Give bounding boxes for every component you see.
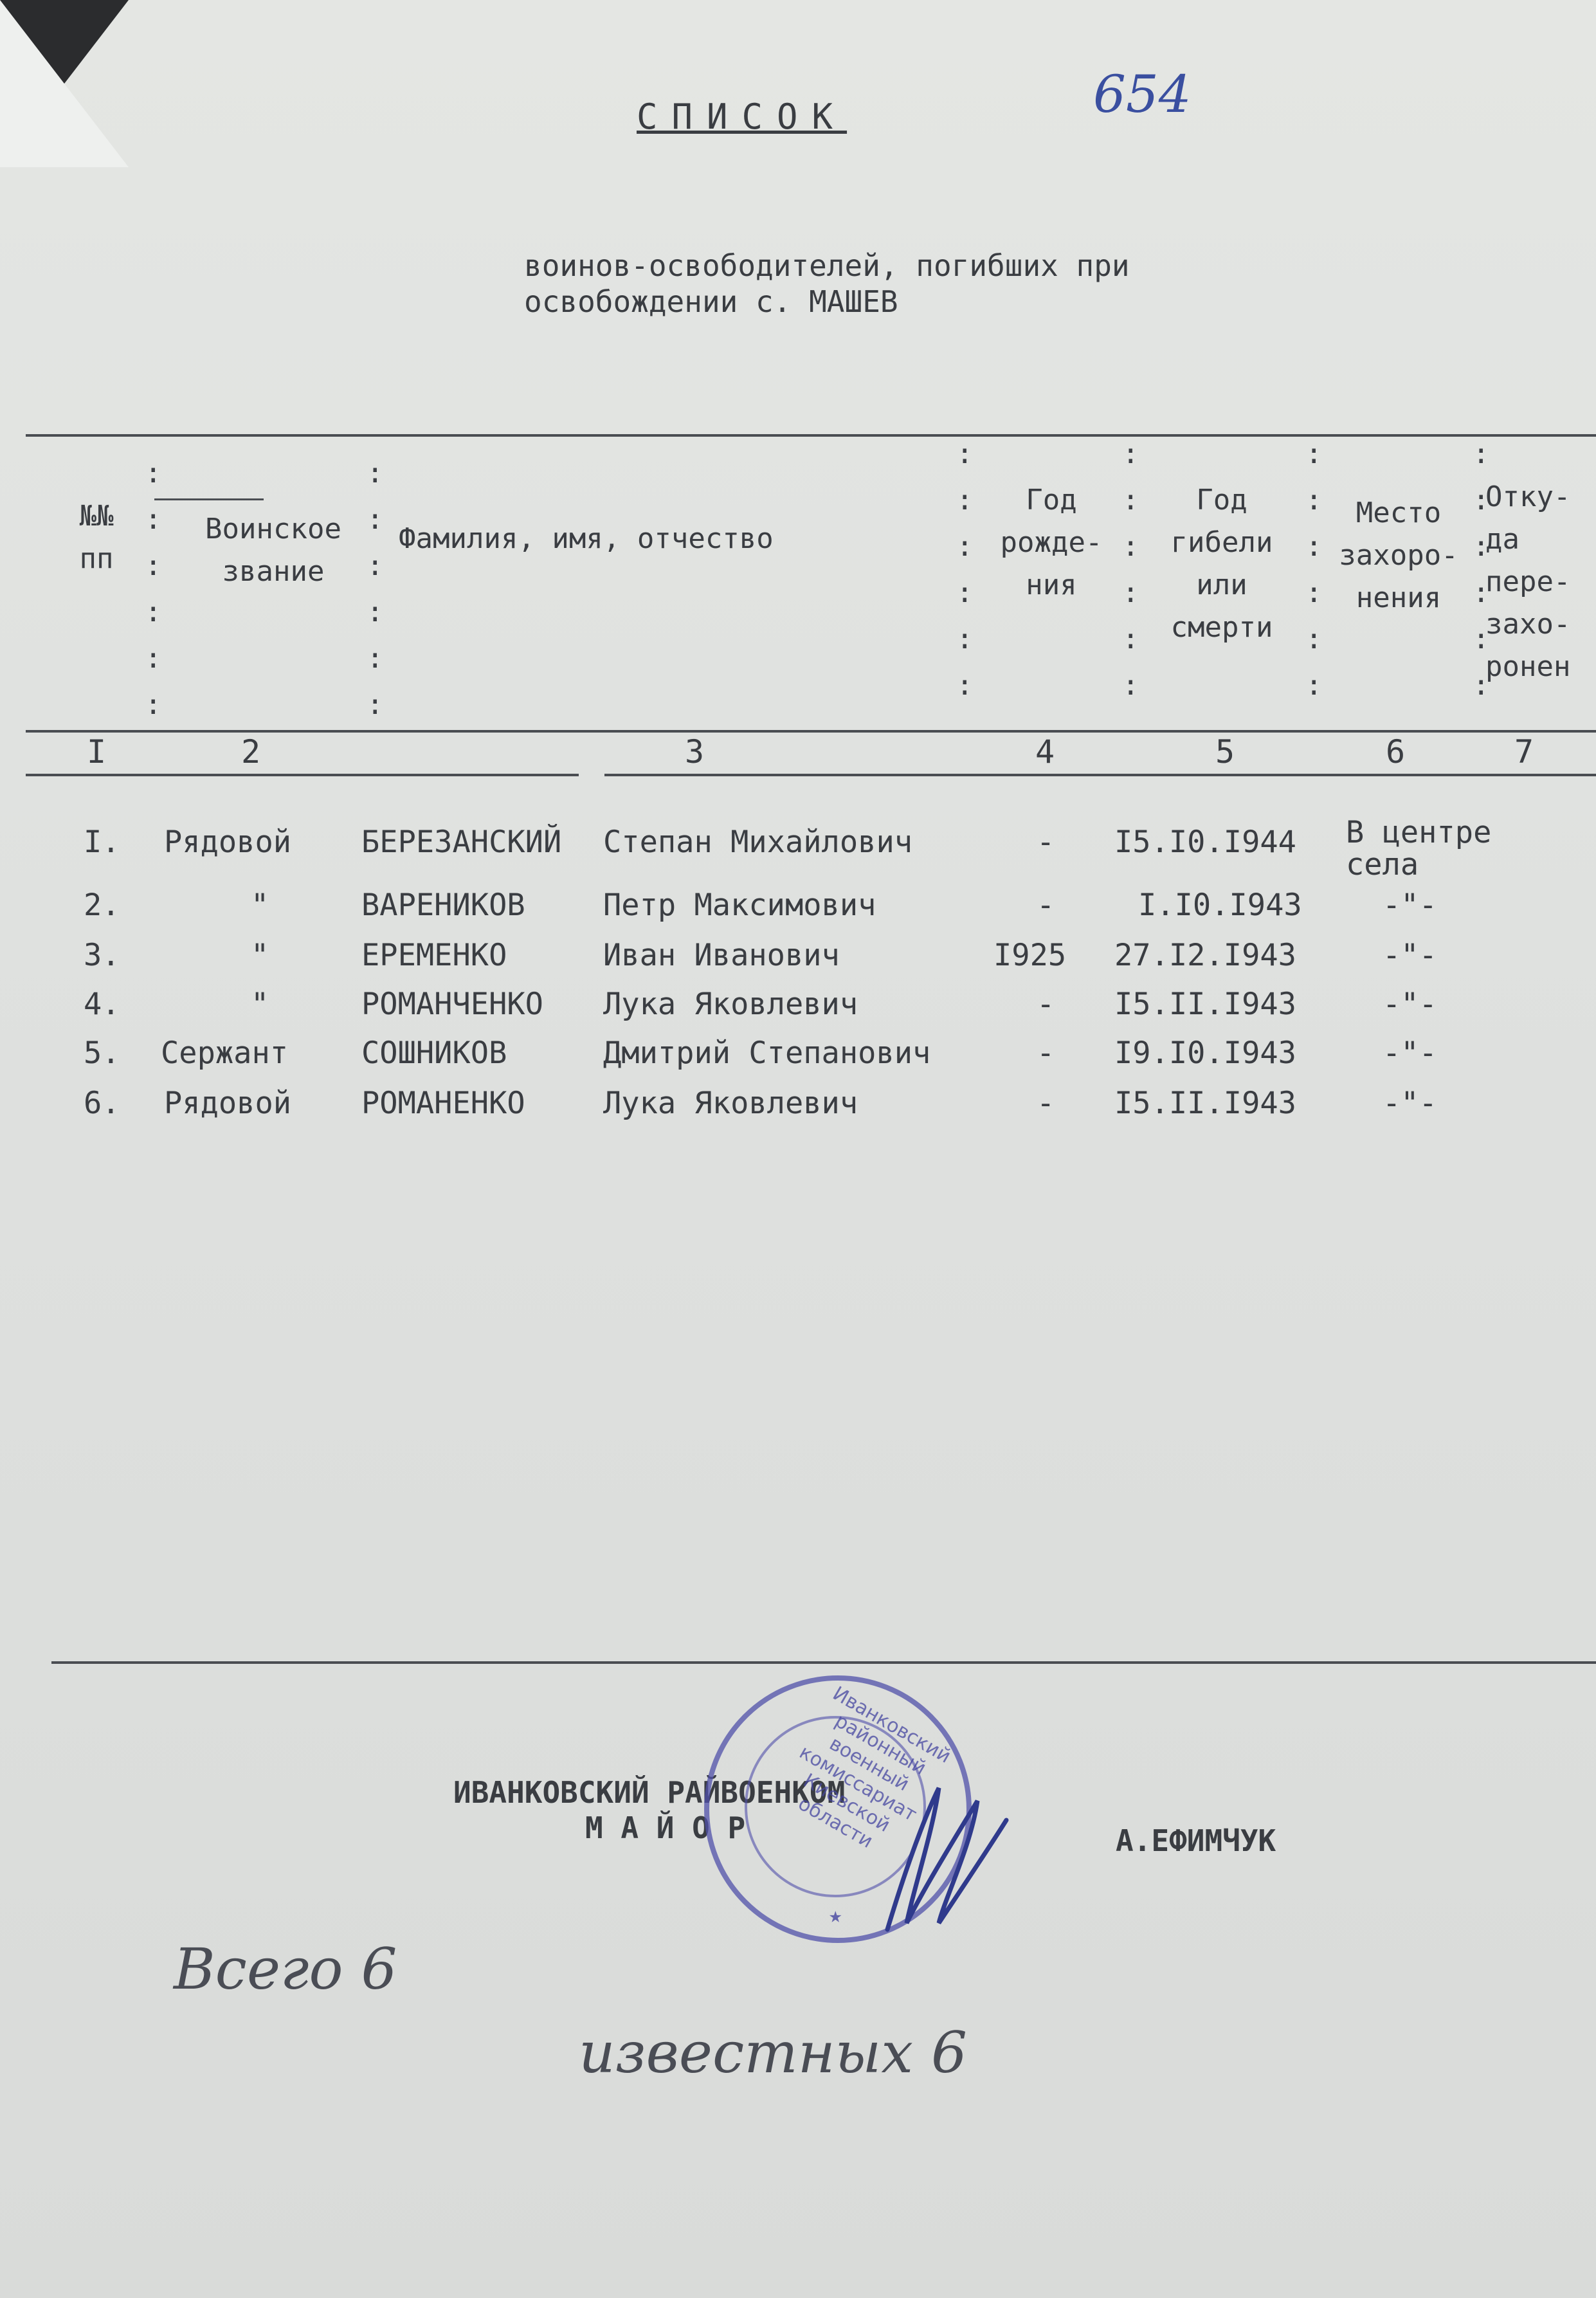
handwritten-total: Всего 6 <box>174 1936 397 2002</box>
row-death-date: I.I0.I943 <box>1138 888 1302 923</box>
row-given-names: Петр Максимович <box>603 888 876 923</box>
row-given-names: Лука Яковлевич <box>603 987 858 1022</box>
row-birth-year: - <box>1037 1035 1055 1071</box>
archive-number: 654 <box>1093 64 1192 124</box>
row-number: I. <box>84 825 120 860</box>
row-rank: Сержант <box>161 1035 289 1071</box>
row-surname: БЕРЕЗАНСКИЙ <box>361 825 562 860</box>
row-burial-place: -"- <box>1383 888 1437 923</box>
footer-rule <box>51 1661 1596 1664</box>
header-full-name: Фамилия, имя, отчество <box>399 522 774 555</box>
handwritten-signature <box>868 1775 1016 1942</box>
handwritten-known: известных 6 <box>579 2020 967 2086</box>
row-surname: СОШНИКОВ <box>361 1035 507 1071</box>
column-number: 7 <box>1514 733 1534 771</box>
signature-rank: М А Й О Р <box>585 1810 746 1845</box>
header-birth-year: Год рожде- ния <box>1000 484 1103 601</box>
separator-3: : : : : : : <box>956 437 974 702</box>
table-top-rule <box>26 434 1596 437</box>
row-burial-place: -"- <box>1383 938 1437 973</box>
row-given-names: Дмитрий Степанович <box>603 1035 931 1071</box>
row-birth-year: - <box>1037 987 1055 1022</box>
row-given-names: Лука Яковлевич <box>603 1086 858 1121</box>
separator-1: : : : : : : <box>145 457 162 721</box>
header-short-rule <box>154 498 264 500</box>
row-birth-year: I925 <box>993 938 1067 973</box>
column-number: 2 <box>241 733 261 771</box>
row-surname: ЕРЕМЕНКО <box>361 938 507 973</box>
header-number: №№ пп <box>79 500 114 575</box>
row-number: 6. <box>84 1086 120 1121</box>
stamp-text: Иванковский районный военный комиссариат Киевской области <box>794 1682 955 1853</box>
row-surname: РОМАНЕНКО <box>361 1086 525 1121</box>
row-given-names: Иван Иванович <box>603 938 840 973</box>
header-rank: Воинское звание <box>205 513 341 588</box>
document-title: СПИСОК <box>637 96 848 137</box>
row-death-date: I9.I0.I943 <box>1114 1035 1296 1071</box>
row-number: 4. <box>84 987 120 1022</box>
row-birth-year: - <box>1037 888 1055 923</box>
row-rank: Рядовой <box>164 1086 292 1121</box>
separator-2: : : : : : : <box>367 457 384 721</box>
row-birth-year: - <box>1037 825 1055 860</box>
column-number-rule-right <box>604 774 1596 776</box>
column-number: 3 <box>685 733 705 771</box>
document-subtitle <box>524 248 1130 320</box>
row-rank: " <box>251 938 269 973</box>
star-icon: ★ <box>829 1902 842 1928</box>
separator-4: : : : : : : <box>1122 437 1139 702</box>
row-rank: Рядовой <box>164 825 292 860</box>
column-number: 6 <box>1386 733 1406 771</box>
row-given-names: Степан Михайлович <box>603 825 913 860</box>
row-rank: " <box>251 987 269 1022</box>
row-burial-place: -"- <box>1383 987 1437 1022</box>
row-death-date: 27.I2.I943 <box>1114 938 1296 973</box>
column-number: I <box>87 733 107 771</box>
separator-5: : : : : : : <box>1305 437 1323 702</box>
header-burial-place: Место захоро- нения <box>1339 497 1458 614</box>
subtitle-line-1: воинов-освободителей, погибших при <box>524 248 1130 283</box>
row-burial-place: В центре села <box>1346 815 1492 882</box>
header-death-year: Год гибели или смерти <box>1170 484 1273 644</box>
row-death-date: I5.II.I943 <box>1114 987 1296 1022</box>
row-number: 5. <box>84 1035 120 1071</box>
row-death-date: I5.I0.I944 <box>1114 825 1296 860</box>
row-surname: РОМАНЧЕНКО <box>361 987 543 1022</box>
signature-name: А.ЕФИМЧУК <box>1116 1823 1276 1858</box>
row-burial-place: -"- <box>1383 1035 1437 1071</box>
subtitle-line-2: освобождении с. МАШЕВ <box>524 284 898 319</box>
row-rank: " <box>251 888 269 923</box>
separator-6: : : : : : : <box>1473 437 1490 702</box>
row-number: 3. <box>84 938 120 973</box>
table-header-rule <box>26 730 1596 733</box>
header-reburied-from: Отку- да пере- захо- ронен <box>1485 480 1571 683</box>
column-number-rule-left <box>26 774 579 776</box>
row-burial-place: -"- <box>1383 1086 1437 1121</box>
row-birth-year: - <box>1037 1086 1055 1121</box>
column-number: 5 <box>1215 733 1235 771</box>
signature-organization: ИВАНКОВСКИЙ РАЙВОЕНКОМ <box>453 1775 846 1810</box>
column-number: 4 <box>1035 733 1055 771</box>
folded-corner <box>0 0 129 167</box>
row-number: 2. <box>84 888 120 923</box>
row-death-date: I5.II.I943 <box>1114 1086 1296 1121</box>
row-surname: ВАРЕНИКОВ <box>361 888 525 923</box>
